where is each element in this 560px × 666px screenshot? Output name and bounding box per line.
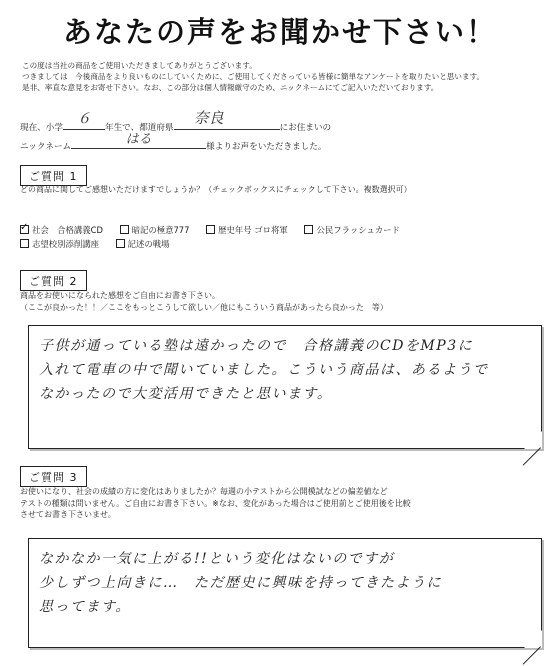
answer-3-text (29, 539, 541, 619)
grade-suffix: 年生で、都道府県 (104, 123, 174, 133)
question-1-label: ご質問 1 (20, 165, 87, 186)
question-1-text: どの商品に関してご感想いただけますでしょうか？（チェックボックスにチェックして下さい。複数選択可） (20, 185, 412, 194)
checkbox-icon[interactable] (116, 239, 125, 248)
grade-value: ６ (76, 111, 91, 127)
question-3-text (20, 486, 411, 521)
option-goro-shogun[interactable] (206, 225, 288, 235)
prefecture-suffix: にお住まいの (279, 123, 332, 133)
option-label: 公民フラッシュカード (316, 225, 400, 235)
nickname-value: はる (125, 132, 152, 147)
checkbox-icon[interactable] (206, 225, 215, 234)
question-2-line: 商品をお使いになられた感想をご自由にお書き下さい。 (20, 291, 220, 300)
nickname-field (71, 132, 206, 149)
checkbox-icon[interactable] (304, 225, 313, 234)
page-fold-line (523, 646, 541, 664)
answer-line: 子供が通っている塾は遠かったので 合格講義のCDをMP3に (39, 338, 474, 354)
question-2-line: （ここが良かった！！／ここをもっとこうして欲しい／他にもこういう商品があったら良かった 等） (20, 302, 388, 312)
option-label: 記述の戦場 (127, 239, 170, 249)
answer-line: 入れて電車の中で聞いていました。こういう商品は、あるようで (39, 362, 489, 378)
page-fold-line (523, 447, 541, 465)
question-2-label: ご質問 2 (20, 270, 87, 291)
prefecture-blank (244, 117, 280, 130)
option-flash-card[interactable] (304, 225, 399, 235)
question-3-line: させてお書き下さいませ。 (20, 510, 116, 519)
intro-line: 是非、率直な意見をお寄せ下さい。なお、この部分は個人情報厳守のため、ニックネームにてご記入いただいております。 (22, 83, 439, 92)
option-label: 暗記の極意777 (131, 225, 190, 235)
answer-2-box (28, 325, 542, 449)
profile-line-nickname (20, 132, 327, 152)
option-social-cd[interactable] (20, 225, 103, 235)
checkbox-icon[interactable] (20, 239, 29, 248)
option-anki-777[interactable] (120, 225, 190, 235)
question-3-label: ご質問 3 (20, 466, 87, 487)
answer-line: 少しずつ上向きに… ただ歴史に興味を持ってきたように (39, 575, 442, 591)
option-kijutsu-senjo[interactable] (116, 239, 170, 249)
option-correction-course[interactable] (20, 239, 99, 249)
intro-line: この度は当社の商品をご使用いただきましてありがとうございます。 (22, 61, 257, 70)
checkbox-icon[interactable] (120, 225, 129, 234)
checkbox-checked-icon[interactable] (20, 225, 29, 234)
page-title: あなたの声をお聞かせ下さい！ (62, 15, 497, 49)
option-label: 志望校別添削講座 (32, 239, 99, 249)
answer-3-box (28, 538, 542, 648)
answer-line: なかなか一気に上がる!!という変化はないのですが (39, 551, 395, 567)
nickname-label: ニックネーム (20, 142, 72, 152)
intro-text (22, 60, 547, 93)
answer-line: なかったので大変活用できたと思います。 (39, 386, 333, 402)
question-3-line: テストの種類は問いません。ご自由にお書き下さい。※なお、変化があった場合はご使用前とご使用後を比較 (20, 498, 411, 508)
option-label: 歴史年号 ゴロ将軍 (218, 225, 288, 235)
product-checkbox-list (20, 223, 414, 251)
answer-2-text (29, 326, 541, 406)
prefecture-value: 奈良 (193, 109, 224, 127)
profile-prefix: 現在、小学 (20, 123, 63, 133)
nickname-suffix: 様よりお声をいただきました。 (206, 142, 327, 152)
intro-line: つきましては 今後商品をより良いものにしていくために、ご使用してくださっている皆様に簡単なアンケートを取りたいと思います。 (22, 72, 485, 81)
answer-line: 思ってます。 (39, 599, 131, 615)
question-3-line: お使いになり、社会の成績の方に変化はありましたか？毎週の小テストから公開模試などの偏差値など (20, 487, 388, 496)
option-label: 社会 合格講義CD (32, 225, 103, 235)
question-2-text (20, 290, 388, 313)
